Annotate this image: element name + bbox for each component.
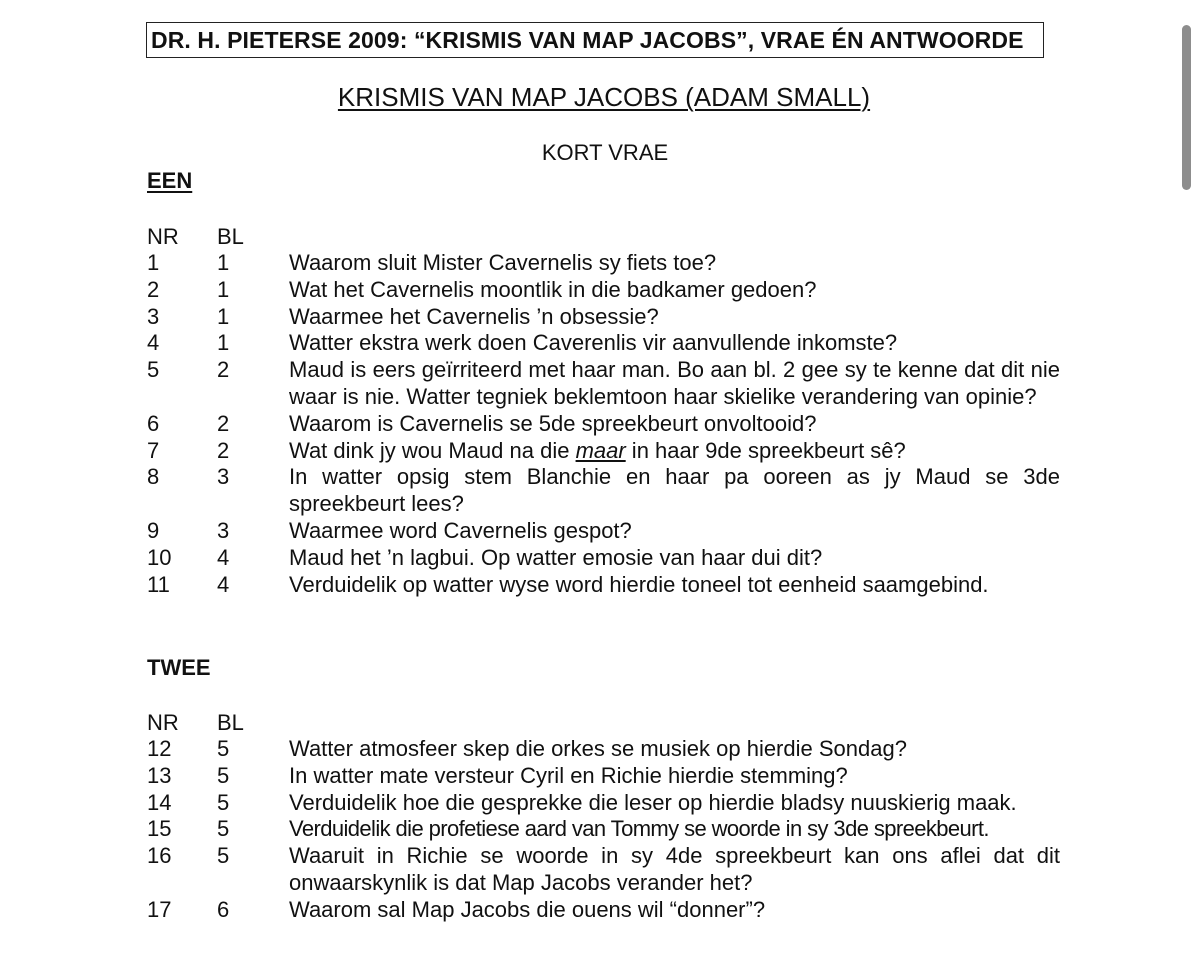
question-text: Watter ekstra werk doen Caverenlis vir aanvullende inkomste?: [289, 330, 898, 356]
question-page: 4: [217, 544, 230, 570]
question-row: [0, 843, 1200, 897]
column-header-nr: NR: [147, 710, 179, 735]
question-text: Verduidelik die profetiese aard van Tommy se woorde in sy 3de spreekbeurt.: [289, 816, 989, 842]
question-page: 2: [217, 437, 230, 463]
column-header-bl: BL: [217, 224, 244, 249]
question-text: Waarom sluit Mister Cavernelis sy fiets toe?: [289, 250, 717, 275]
question-text: Maud is eers geïrriteerd met haar man. Bo aan bl. 2 gee sy te kenne dat dit nie waar is nie. Watter tegniek beklemtoon haar skielike verandering van opinie?: [289, 357, 1060, 409]
question-row: [0, 545, 1200, 572]
question-number: 6: [147, 410, 160, 436]
column-header-nr: NR: [147, 224, 179, 249]
question-page: 1: [217, 330, 230, 356]
section-heading-een: EEN: [147, 168, 193, 193]
question-number: 9: [147, 517, 160, 543]
question-number: 14: [147, 789, 172, 815]
document-title: KRISMIS VAN MAP JACOBS (ADAM SMALL): [337, 82, 871, 112]
question-text-part: Wat dink jy wou Maud na die: [289, 437, 576, 463]
question-number: 5: [147, 357, 160, 383]
question-number: 3: [147, 303, 160, 329]
question-page: 4: [217, 571, 230, 597]
question-number: 13: [147, 762, 172, 788]
question-number: 12: [147, 736, 172, 761]
question-number: 1: [147, 250, 160, 275]
question-page: 1: [217, 276, 230, 302]
question-row: [0, 464, 1200, 518]
question-page: 5: [217, 789, 230, 815]
question-row: [0, 763, 1200, 790]
question-page: 3: [217, 517, 230, 543]
column-header-bl: BL: [217, 710, 244, 735]
question-text: Wat het Cavernelis moontlik in die badkamer gedoen?: [289, 276, 817, 302]
question-text: Verduidelik op watter wyse word hierdie toneel tot eenheid saamgebind.: [289, 571, 989, 597]
question-number: 10: [147, 544, 172, 570]
question-page: 3: [217, 464, 230, 490]
question-page: 5: [217, 843, 230, 869]
question-page: 6: [217, 896, 230, 922]
question-page: 5: [217, 762, 230, 788]
question-row: [0, 790, 1200, 817]
question-text: Waaruit in Richie se woorde in sy 4de spreekbeurt kan ons aflei dat dit onwaarskynlik is dat Map Jacobs verander het?: [289, 843, 1060, 895]
question-text: Waarmee het Cavernelis ’n obsessie?: [289, 303, 659, 329]
question-page: 2: [217, 410, 230, 436]
section-heading-twee: TWEE: [147, 655, 211, 680]
question-row: [0, 518, 1200, 545]
question-text-part: in haar 9de spreekbeurt sê?: [625, 437, 906, 463]
question-row: [0, 304, 1200, 331]
question-list-een: [0, 250, 1200, 598]
question-number: 11: [147, 571, 170, 597]
question-number: 4: [147, 330, 160, 356]
question-number: 17: [147, 896, 172, 922]
question-page: 5: [217, 816, 230, 842]
emphasized-word: maar: [575, 437, 626, 463]
question-list-twee: [0, 736, 1200, 924]
question-number: 2: [147, 276, 160, 302]
question-text: In watter mate versteur Cyril en Richie hierdie stemming?: [289, 762, 848, 788]
question-text: In watter opsig stem Blanchie en haar pa ooreen as jy Maud se 3de spreekbeurt lees?: [289, 464, 1060, 517]
question-row: [0, 357, 1200, 411]
question-text: Verduidelik hoe die gesprekke die leser op hierdie bladsy nuuskierig maak.: [289, 789, 1017, 815]
question-number: 16: [147, 843, 172, 869]
question-row: [0, 330, 1200, 357]
question-row: [0, 572, 1200, 599]
question-number: 7: [147, 437, 160, 463]
question-text: Watter atmosfeer skep die orkes se musiek op hierdie Sondag?: [289, 736, 907, 761]
document-subtitle: KORT VRAE: [541, 140, 669, 165]
document-header-box: DR. H. PIETERSE 2009: “KRISMIS VAN MAP JACOBS”, VRAE ÉN ANTWOORDE: [146, 22, 1044, 58]
question-row: [0, 438, 1200, 465]
question-page: 1: [217, 250, 230, 275]
question-page: 2: [217, 357, 230, 383]
question-page: 5: [217, 736, 230, 761]
question-text: Waarom sal Map Jacobs die ouens wil “donner”?: [289, 896, 766, 922]
question-row: [0, 277, 1200, 304]
question-text: Maud het ’n lagbui. Op watter emosie van haar dui dit?: [289, 544, 823, 570]
question-number: 15: [147, 816, 172, 842]
question-row: [0, 411, 1200, 438]
question-row: [0, 250, 1200, 277]
question-row: [0, 897, 1200, 924]
question-text: [289, 438, 1060, 465]
vertical-scrollbar-thumb[interactable]: [1182, 25, 1191, 190]
question-page: 1: [217, 303, 230, 329]
question-row: [0, 816, 1200, 843]
question-text: Waarmee word Cavernelis gespot?: [289, 517, 632, 543]
question-number: 8: [147, 464, 160, 490]
question-text: Waarom is Cavernelis se 5de spreekbeurt onvoltooid?: [289, 410, 817, 436]
question-row: [0, 736, 1200, 763]
